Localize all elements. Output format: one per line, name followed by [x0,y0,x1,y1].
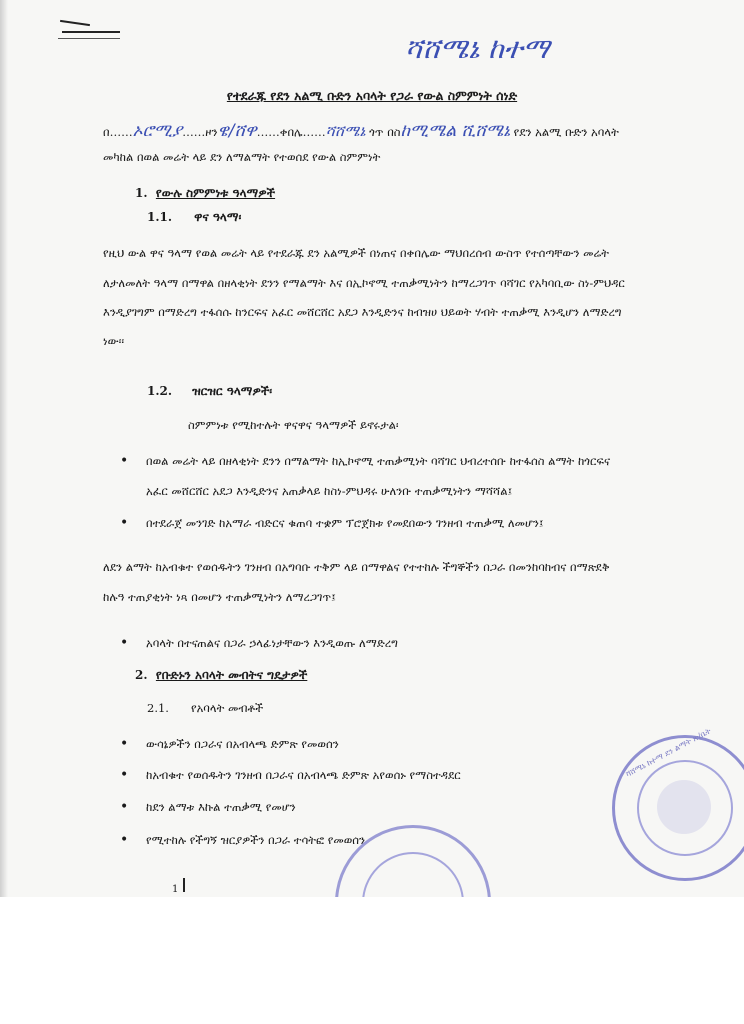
section-2-heading: 2. የቡድኑን አባላት መብትና ግዴታዎች [135,668,308,682]
right-item-1: • ውሳኔዎችን በጋራና በአብላጫ ድምጽ የመወሰን [146,737,339,752]
stamp-inner-ring [362,852,464,897]
document-title: የተደራጁ የደን አልሚ ቡድን አባላት የጋራ የውል ስምምነት ሰነድ [226,88,518,103]
section-1-2-intro: ስምምነቱ የሚከተሉት ዋናዋና ዓላማዎች ይኖሩታል፡ [188,418,399,432]
objective-paragraph-line-1: ለደን ልማት ከአብቁተ የወሰዱትን ገንዘብ በአግባቡ ተቅም ላይ በማዋልና የተተከሉ ችግኞችን በጋራ በመንከባከብና በማጽደቅ [103,560,610,574]
objective-bullet-1: • በወል መሬት ላይ በዘላቂነት ደንን በማልማት ከኢኮኖሚ ተጠቃሚነት ባሻገር ህብረተሰቡ ከተፋሰስ ልማት ከጎርፍና [146,454,610,469]
section-1-2-heading: 1.2. ዝርዝር ዓላማዎች፡ [147,384,273,398]
official-stamp-right [612,726,744,881]
handwritten-kebele: ሻሸሜኔ [325,122,366,140]
objective-bullet-3: • አባላት በተናጠልና በጋራ ኃላፊነታቸውን እንዲወጡ ለማድረግ [146,636,398,651]
scan-edge-shadow [0,0,8,897]
page-number-tick [183,878,185,892]
pen-mark [58,38,120,39]
pen-mark [62,31,120,33]
main-objective-line-4: ነው፡፡ [103,334,125,348]
main-objective-line-1: የዚህ ውል ዋና ዓላማ የወል መሬት ላይ የተደራጁ ደን አልሚዎች በነጠና በቀበሌው ማህበረሰብ ውስጥ የተሰጣቸውን መሬት [103,246,610,260]
parties-line: በ……ኦሮሚያ……ዞንዌ/ሸዋ……ቀበሌ……ሻሸሜኔ ጎጥ በስከሚሜል ሺሸሜኔ የደን አልሚ ቡድን አባላት [103,121,619,141]
section-1-1-heading: 1.1. ዋና ዓላማ፡ [147,210,242,224]
handwritten-group-name: ከሚሜል ሺሸሜኔ [400,121,510,141]
handwritten-header: ሻሸሜኔ ከተማ [405,32,550,65]
objective-bullet-1-cont: አፈር መሸርሸር አደጋ እንዲድንና አጠቃላይ ከስነ-ምህዳሩ ሁለንቡ ተጠቃሚነትን ማሻሻል፤ [146,484,513,498]
main-objective-line-2: ለታለመለት ዓላማ በማዋል በዘላቂነት ደንን የማልማት እና በኢኮኖሚ ተጠቃሚነትን ከማረጋገጥ ባሻገር የአካባቢው ስነ-ምህዳር [103,276,625,290]
main-objective-line-3: እንዲያገግም በማድረግ ተፋሰሱ ከንርፍና አፈር መሸርሸር አደጋ እንዲድንና ከብዝሀ ህይወት ሃብት ተጠቃሚ እንዲሆን ለማድረግ [103,305,622,319]
page-number: 1 [172,884,179,895]
right-item-3: • ከደን ልማቱ እኩል ተጠቃሚ የመሆን [146,800,296,815]
stamp-text: ሻሸሜኔ ከተማ ደን ልማት ጽ/ቤት [624,726,713,779]
objective-paragraph-line-2: ከሉዓ ተጠያቂነት ነጻ በመሆን ተጠቃሚነትን ለማረጋገጥ፤ [103,590,336,604]
section-1-heading: 1. የውሉ ስምምነቱ ዓላማዎች [135,186,276,200]
right-item-2: • ከአብቁተ የወሰዱትን ገንዘብ በጋራና በአብላጫ ድምጽ አየወሰኑ የማስተዳደር [146,768,461,783]
stamp-seal-core [657,780,711,834]
pen-mark [60,20,90,26]
handwritten-region: ኦሮሚያ [132,121,183,141]
objective-bullet-2: • በተደራጀ መንገድ ከአማራ ብድርና ቁጠባ ተቋም ፕሮጀክቱ የመደበውን ገንዘብ ተጠቃሚ ለመሆን፤ [146,516,544,531]
parties-line-2: መካከል በወል መሬት ላይ ደን ለማልማት የተወሰደ የውል ስምምነት [103,150,381,164]
section-2-1-heading: 2.1. የአባላት መብቶች [147,701,264,715]
handwritten-zone: ዌ/ሸዋ [217,121,257,141]
right-item-4: • የሚተከሉ የችግኝ ዝርያዎችን በጋራ ተሳትፎ የመወሰን [146,833,365,848]
